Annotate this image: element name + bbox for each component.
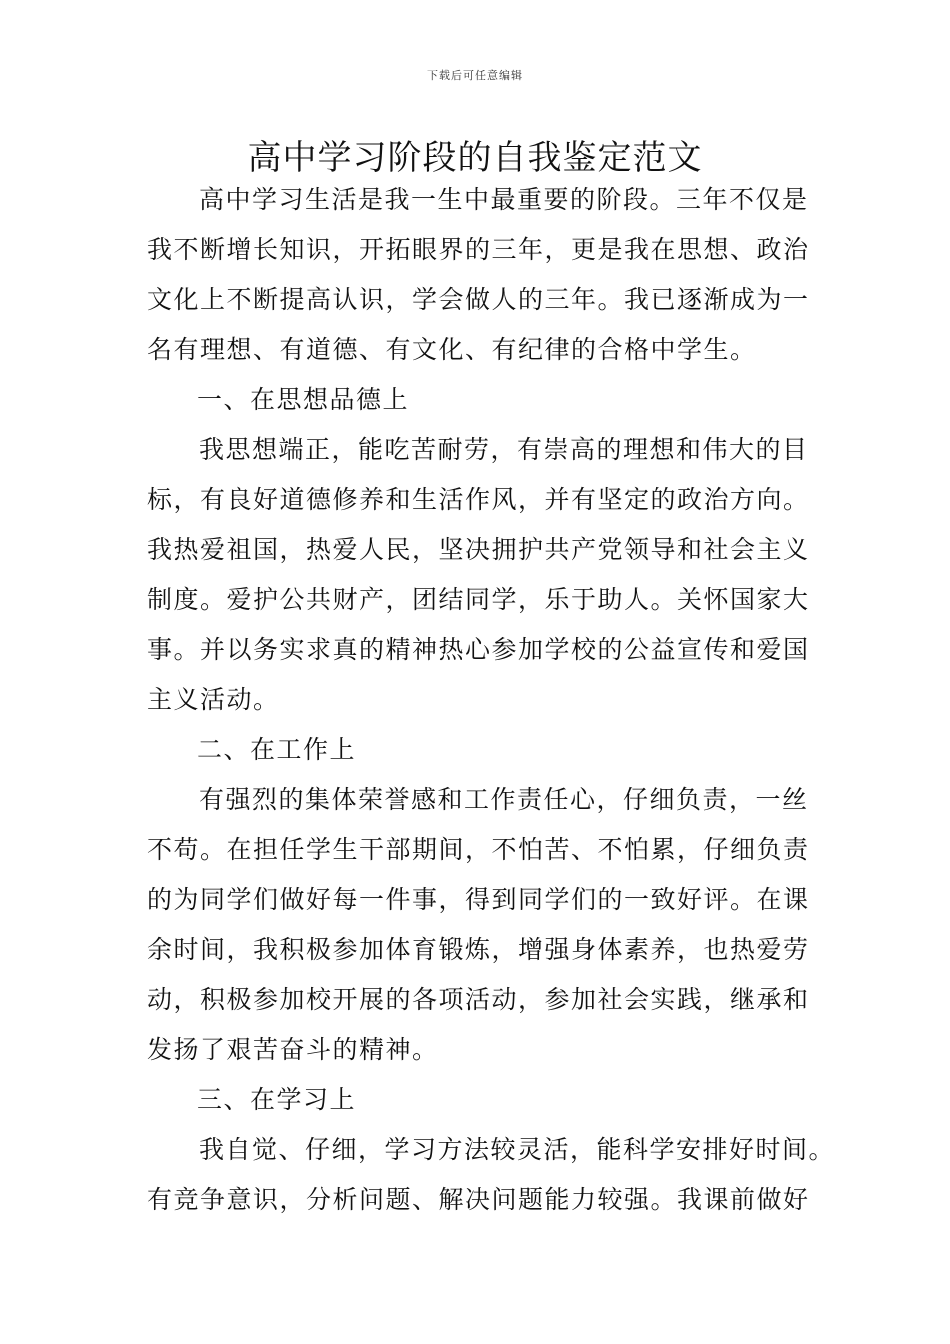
paragraph-line: 有强烈的集体荣誉感和工作责任心，仔细负责，一丝	[199, 785, 809, 814]
paragraph-line: 有竞争意识，分析问题、解决问题能力较强。我课前做好	[147, 1185, 810, 1214]
paragraph-line: 不苟。在担任学生干部期间，不怕苦、不怕累，仔细负责	[147, 835, 810, 864]
section-heading: 二、在工作上	[197, 735, 357, 764]
paragraph-line: 我热爱祖国，热爱人民，坚决拥护共产党领导和社会主义	[147, 535, 810, 564]
header-note: 下载后可任意编辑	[427, 69, 523, 82]
paragraph-line: 动，积极参加校开展的各项活动，参加社会实践，继承和	[147, 985, 810, 1014]
paragraph-line: 我思想端正，能吃苦耐劳，有崇高的理想和伟大的目	[199, 435, 809, 464]
paragraph-line: 发扬了艰苦奋斗的精神。	[147, 1035, 439, 1064]
paragraph-line: 制度。爱护公共财产，团结同学，乐于助人。关怀国家大	[147, 585, 810, 614]
paragraph-line: 余时间，我积极参加体育锻炼，增强身体素养，也热爱劳	[147, 935, 810, 964]
document-body	[147, 175, 836, 1225]
paragraph-line: 主义活动。	[147, 685, 280, 714]
paragraph-line: 名有理想、有道德、有文化、有纪律的合格中学生。	[147, 335, 757, 364]
paragraph-line: 我自觉、仔细，学习方法较灵活，能科学安排好时间。	[199, 1135, 836, 1164]
document-title: 高中学习阶段的自我鉴定范文	[247, 138, 703, 178]
paragraph-line: 高中学习生活是我一生中最重要的阶段。三年不仅是	[199, 185, 809, 214]
section-heading: 一、在思想品德上	[197, 385, 410, 414]
paragraph-line: 的为同学们做好每一件事，得到同学们的一致好评。在课	[147, 885, 810, 914]
paragraph-line: 我不断增长知识，开拓眼界的三年，更是我在思想、政治	[147, 235, 810, 264]
paragraph-line: 文化上不断提高认识，学会做人的三年。我已逐渐成为一	[147, 285, 810, 314]
paragraph-line: 事。并以务实求真的精神热心参加学校的公益宣传和爱国	[147, 635, 810, 664]
section-heading: 三、在学习上	[197, 1085, 357, 1114]
paragraph-line: 标，有良好道德修养和生活作风，并有坚定的政治方向。	[147, 485, 810, 514]
